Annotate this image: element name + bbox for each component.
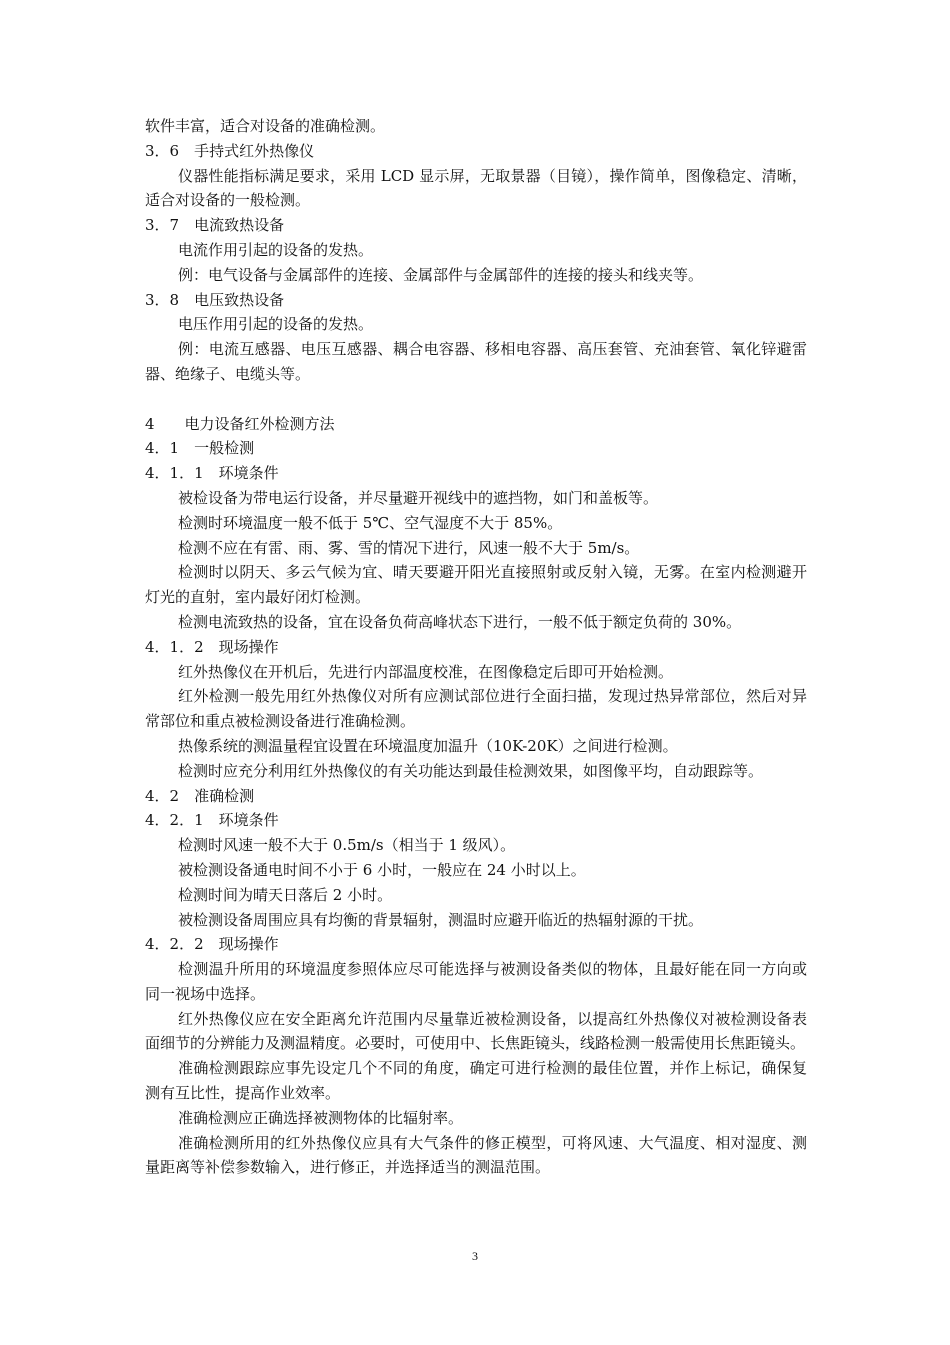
body-paragraph: 被检测设备周围应具有均衡的背景辐射，测温时应避开临近的热辐射源的干扰。 bbox=[178, 910, 704, 929]
body-paragraph: 准确检测跟踪应事先设定几个不同的角度，确定可进行检测的最佳位置，并作上标记，确保复测有互比性，提高作业效率。 bbox=[145, 1059, 807, 1103]
section-heading: 4．2．2 现场操作 bbox=[145, 935, 279, 954]
body-paragraph: 被检设备为带电运行设备，并尽量避开视线中的遮挡物，如门和盖板等。 bbox=[178, 488, 659, 507]
body-paragraph: 检测时以阴天、多云气候为宜、晴天要避开阳光直接照射或反射入镜，无雾。在室内检测避开灯光的直射，室内最好闭灯检测。 bbox=[145, 563, 807, 607]
section-heading: 4．1 一般检测 bbox=[145, 439, 255, 458]
section-heading: 4 电力设备红外检测方法 bbox=[145, 414, 335, 433]
body-paragraph: 检测时风速一般不大于 0.5m/s（相当于 1 级风）。 bbox=[178, 836, 516, 855]
body-paragraph: 检测不应在有雷、雨、雾、雪的情况下进行，风速一般不大于 5m/s。 bbox=[178, 538, 640, 557]
body-paragraph: 检测电流致热的设备，宜在设备负荷高峰状态下进行，一般不低于额定负荷的 30%。 bbox=[178, 612, 742, 631]
body-paragraph: 电流作用引起的设备的发热。 bbox=[178, 240, 374, 259]
body-paragraph: 例：电气设备与金属部件的连接、金属部件与金属部件的连接的接头和线夹等。 bbox=[178, 265, 704, 284]
body-paragraph: 准确检测所用的红外热像仪应具有大气条件的修正模型，可将风速、大气温度、相对湿度、测量距离等补偿参数输入，进行修正，并选择适当的测温范围。 bbox=[145, 1133, 807, 1177]
body-paragraph: 仪器性能指标满足要求，采用 LCD 显示屏，无取景器（目镜），操作简单，图像稳定、清晰，适合对设备的一般检测。 bbox=[145, 166, 807, 210]
body-paragraph: 红外热像仪应在安全距离允许范围内尽量靠近被检测设备，以提高红外热像仪对被检测设备表面细节的分辨能力及测温精度。必要时，可使用中、长焦距镜头，线路检测一般需使用长焦距镜头。 bbox=[145, 1009, 807, 1053]
body-paragraph: 检测温升所用的环境温度参照体应尽可能选择与被测设备类似的物体，且最好能在同一方向或同一视场中选择。 bbox=[145, 960, 807, 1003]
body-paragraph: 检测时环境温度一般不低于 5℃、空气湿度不大于 85%。 bbox=[178, 513, 563, 532]
body-paragraph: 热像系统的测温量程宜设置在环境温度加温升（10K-20K）之间进行检测。 bbox=[178, 736, 678, 755]
page-body bbox=[145, 114, 807, 1180]
section-heading: 4．1．2 现场操作 bbox=[145, 637, 279, 656]
section-heading: 3．6 手持式红外热像仪 bbox=[145, 141, 315, 160]
body-paragraph: 电压作用引起的设备的发热。 bbox=[178, 315, 374, 334]
body-paragraph: 软件丰富，适合对设备的准确检测。 bbox=[145, 117, 386, 135]
section-heading: 4．2．1 环境条件 bbox=[145, 811, 279, 830]
blank-line bbox=[145, 387, 807, 412]
section-heading: 3．7 电流致热设备 bbox=[145, 216, 285, 235]
section-heading: 4．1．1 环境条件 bbox=[145, 464, 279, 483]
body-paragraph: 例：电流互感器、电压互感器、耦合电容器、移相电容器、高压套管、充油套管、氧化锌避雷器、绝缘子、电缆头等。 bbox=[145, 340, 807, 383]
section-heading: 4．2 准确检测 bbox=[145, 786, 255, 805]
section-heading: 3．8 电压致热设备 bbox=[145, 290, 285, 309]
page-number: 3 bbox=[472, 1249, 478, 1263]
body-paragraph: 检测时应充分利用红外热像仪的有关功能达到最佳检测效果，如图像平均，自动跟踪等。 bbox=[178, 761, 764, 780]
body-paragraph: 红外热像仪在开机后，先进行内部温度校准，在图像稳定后即可开始检测。 bbox=[178, 662, 674, 681]
body-paragraph: 红外检测一般先用红外热像仪对所有应测试部位进行全面扫描，发现过热异常部位，然后对异常部位和重点被检测设备进行准确检测。 bbox=[145, 687, 807, 731]
body-paragraph: 检测时间为晴天日落后 2 小时。 bbox=[178, 885, 393, 904]
body-paragraph: 准确检测应正确选择被测物体的比辐射率。 bbox=[178, 1108, 464, 1127]
body-paragraph: 被检测设备通电时间不小于 6 小时，一般应在 24 小时以上。 bbox=[178, 860, 586, 879]
